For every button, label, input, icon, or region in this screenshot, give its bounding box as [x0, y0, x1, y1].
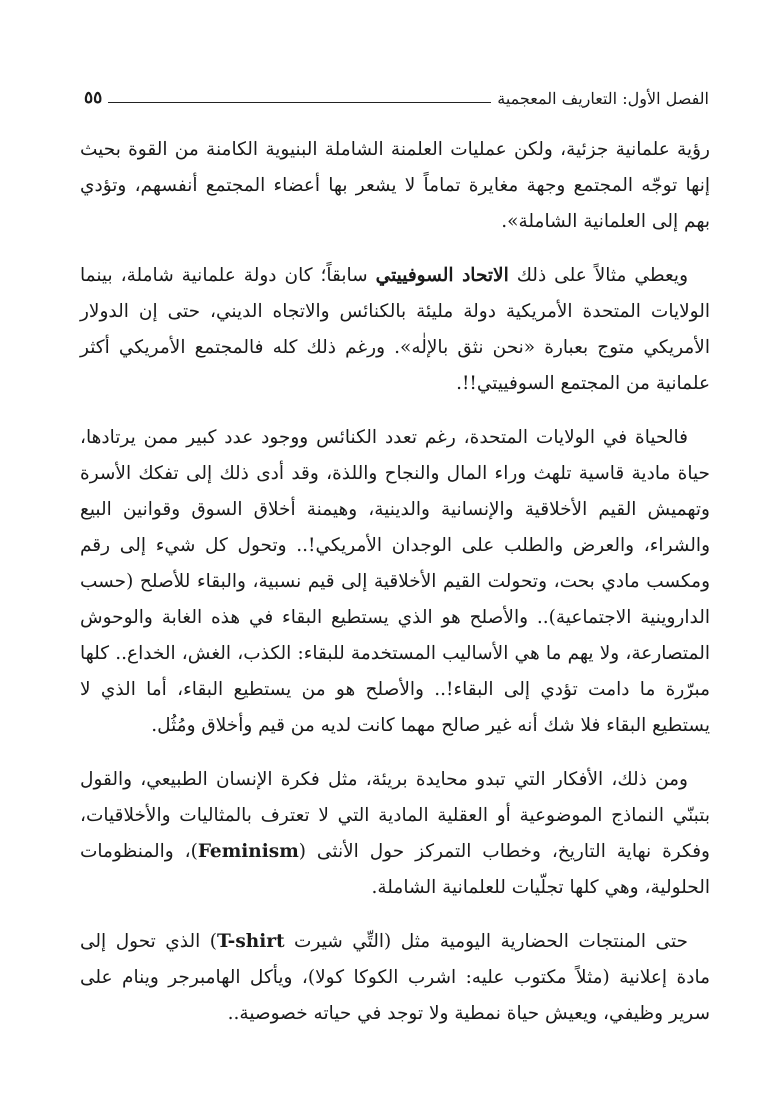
paragraph-1: رؤية علمانية جزئية، ولكن عمليات العلمنة الشاملة البنيوية الكامنة من القوة بحيث إنها توجّه المجتمع وجهة مغايرة تماماً لا يشعر بها أعضاء المجتمع أنفسهم، وتؤدي بهم إلى العلمانية الشاملة».: [80, 139, 710, 232]
bold-term: T-shirt: [216, 931, 285, 952]
paragraph-3: فالحياة في الولايات المتحدة، رغم تعدد الكنائس ووجود عدد كبير ممن يرتادها، حياة مادية قاسية تلهث وراء المال والنجاح واللذة، وقد أدى ذلك إلى تفكك الأسرة وتهميش القيم الأخلاقية والإنسانية والدينية، وهيمنة أخلاق السوق وقوانين البيع والشراء، والعرض والطلب على الوجدان الأمريكي!.. وتحول كل شيء إلى رقم ومكسب مادي بحت، وتحولت القيم الأخلاقية إلى قيم نسبية، والبقاء للأصلح (حسب الداروينية الاجتماعية).. والأصلح هو الذي يستطيع البقاء في هذه الغابة والوحوش المتصارعة، ولا يهم ما هي الأساليب المستخدمة للبقاء: الكذب، الغش، الخداع.. كلها مبرّرة ما دامت تؤدي إلى البقاء!.. والأصلح هو من يستطيع البقاء، أما الذي لا يستطيع البقاء فلا شك أنه غير صالح مهما كانت لديه من قيم وأخلاق ومُثُل.: [80, 427, 710, 736]
header-rule: [108, 102, 491, 103]
page-number: ٥٥: [84, 88, 103, 108]
paragraph-5: حتى المنتجات الحضارية اليومية مثل (التِّي شيرت T-shirt) الذي تحول إلى مادة إعلانية (مثلاً مكتوب عليه: اشرب الكوكا كولا)، ويأكل الهامبرجر وينام على سرير وظيفي، ويعيش حياة نمطية ولا توجد في حياته خصوصية..: [80, 931, 710, 1024]
paragraph-4: ومن ذلك، الأفكار التي تبدو محايدة بريئة، مثل فكرة الإنسان الطبيعي، والقول بتبنّي النماذج الموضوعية أو العقلية المادية التي لا تعترف بالمثاليات والأخلاقيات، وفكرة نهاية التاريخ، وخطاب التمركز حول الأنثى (Feminism)، والمنظومات الحلولية، وهي كلها تجلّيات للعلمانية الشاملة.: [80, 769, 710, 898]
body-text: [80, 132, 710, 1050]
chapter-title: الفصل الأول: التعاريف المعجمية: [497, 89, 709, 108]
running-header: [84, 80, 709, 108]
bold-term: الاتحاد السوفييتي: [375, 265, 509, 286]
bold-term: Feminism: [197, 841, 299, 862]
paragraph-2: ويعطي مثالاً على ذلك الاتحاد السوفييتي سابقاً؛ كان دولة علمانية شاملة، بينما الولايات المتحدة الأمريكية دولة مليئة بالكنائس والاتجاه الديني، حتى إن الدولار الأمريكي متوج بعبارة «نحن نثق بالإلٰه». ورغم ذلك كله فالمجتمع الأمريكي أكثر علمانية من المجتمع السوفييتي!!.: [80, 265, 711, 394]
